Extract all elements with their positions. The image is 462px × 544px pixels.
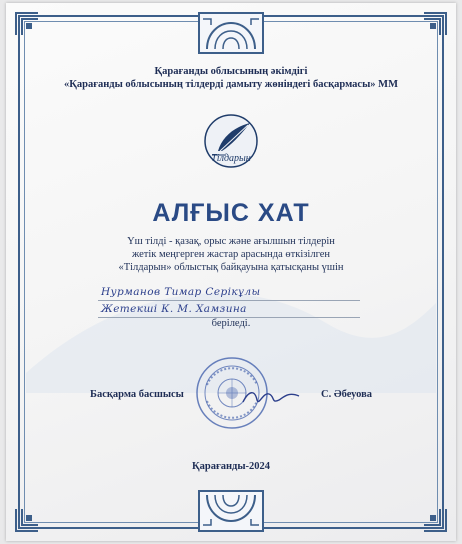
city-year: Қарағанды-2024 xyxy=(191,461,271,472)
signer-name: С. Әбеуова xyxy=(321,389,372,400)
organization-line-1: Қарағанды облысының әкімдігі xyxy=(154,66,308,77)
top-ornament xyxy=(197,11,265,55)
recipient-name: Нурманов Тимар Серікұлы xyxy=(101,286,261,298)
handwritten-signature xyxy=(241,386,301,408)
corner-ornament-bottom-left xyxy=(14,507,40,533)
supervisor-name: Жетекші К. М. Хамзина xyxy=(101,303,247,315)
corner-ornament-top-left xyxy=(14,11,40,37)
certificate-title: АЛҒЫС ХАТ xyxy=(152,199,310,227)
certificate-paper xyxy=(6,3,456,541)
signer-title: Басқарма басшысы xyxy=(90,389,184,400)
bottom-ornament xyxy=(197,489,265,533)
corner-ornament-top-right xyxy=(422,11,448,37)
organization-line-2: «Қарағанды облысының тілдерді дамыту жөніндегі басқармасы» ММ xyxy=(63,79,398,90)
recipient-underline xyxy=(98,300,360,301)
description-line: жетік меңгерген жастар арасында өткізілген xyxy=(131,249,331,260)
corner-ornament-bottom-right xyxy=(422,507,448,533)
given-text: беріледі. xyxy=(211,318,251,329)
logo-text: Тілдарын xyxy=(211,153,251,164)
description-line: Үш тілді - қазақ, орыс және ағылшын тілдерін xyxy=(127,236,335,247)
description-line: «Тілдарын» облыстық байқауына қатысқаны үшін xyxy=(118,262,344,273)
